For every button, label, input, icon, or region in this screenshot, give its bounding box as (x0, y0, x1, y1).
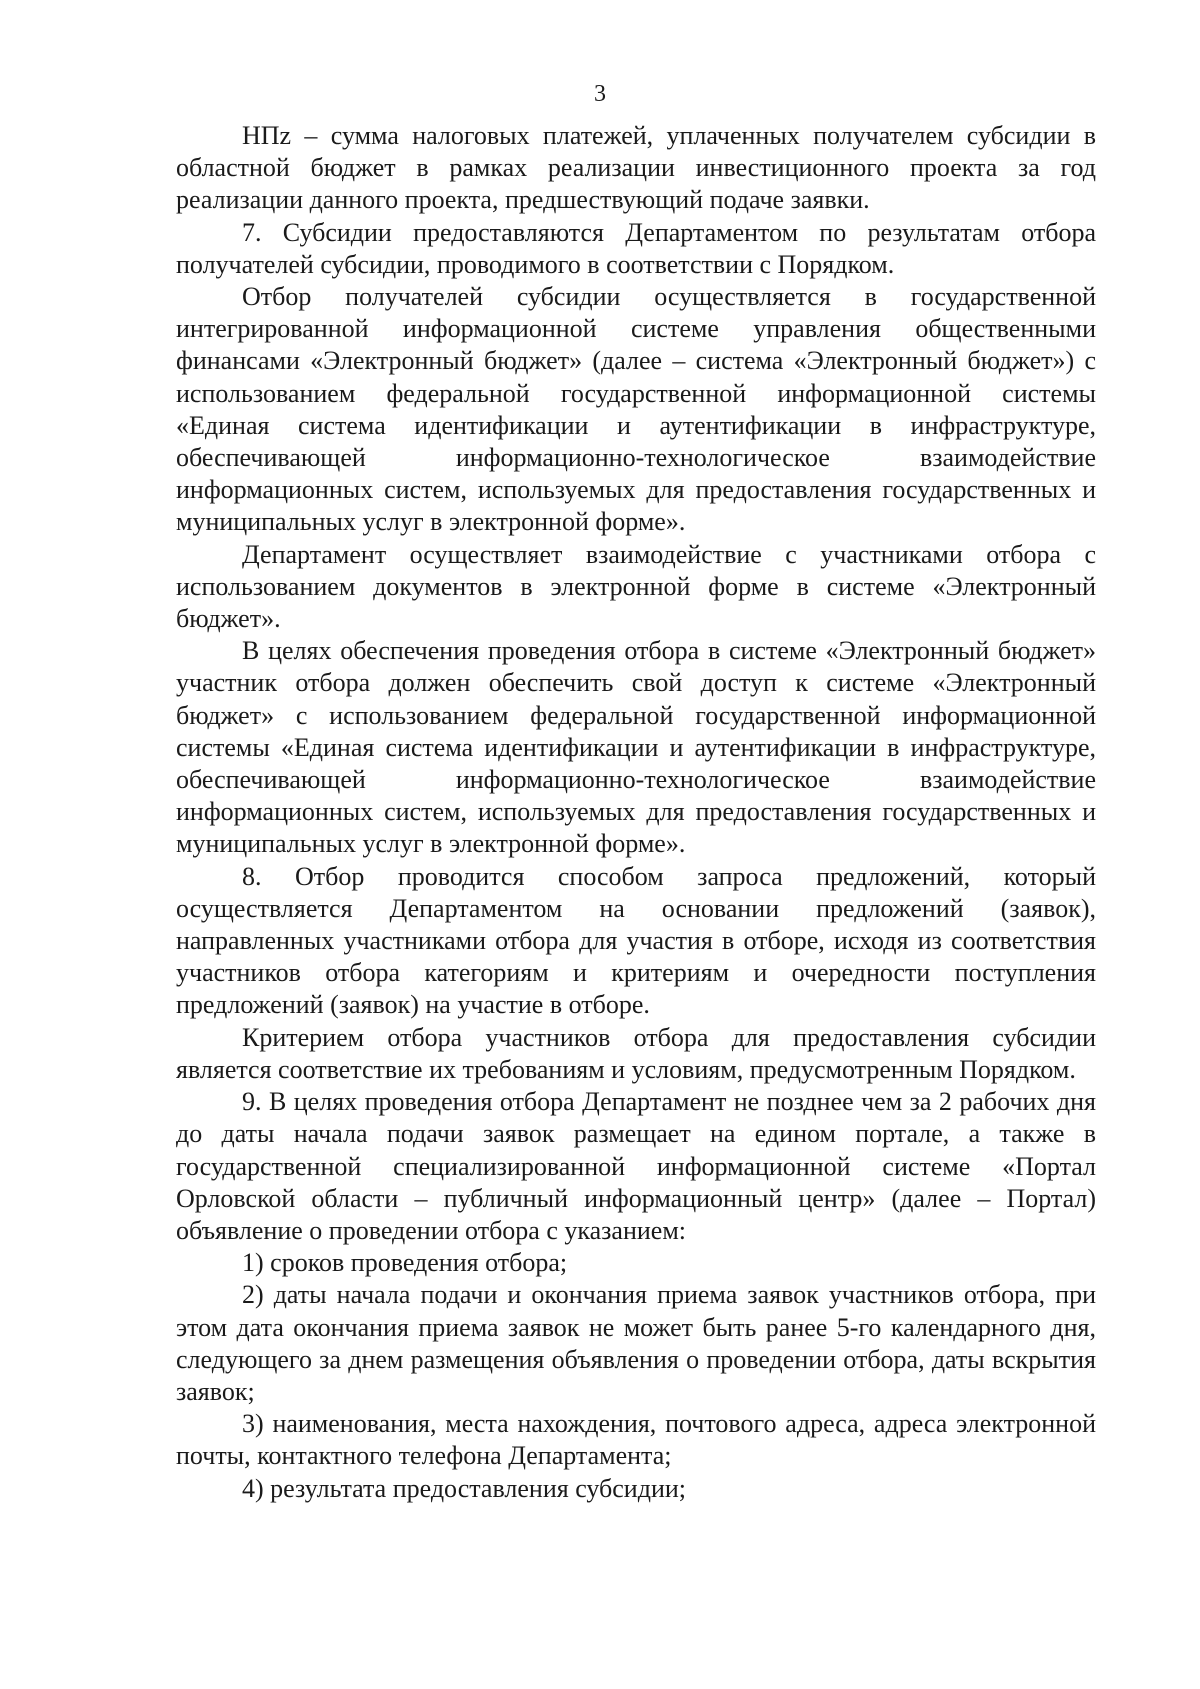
paragraph-selection-system: Отбор получателей субсидии осуществляется в государственной интегрированной информационной системе управления общественными финансами «Электронный бюджет» (далее – система «Электронный бюджет») с использованием федеральной государственной информационной системы «Единая система идентификации и аутентификации в инфраструктуре, обеспечивающей информационно-технологическое взаимодействие информационных систем, используемых для предоставления государственных и муниципальных услуг в электронной форме». (176, 282, 1096, 537)
paragraph-criterion: Критерием отбора участников отбора для предоставления субсидии является соответствие их требованиям и условиям, предусмотренным Порядком. (176, 1022, 1096, 1084)
paragraph-9: 9. В целях проведения отбора Департамент не позднее чем за 2 рабочих дня до даты начала подачи заявок размещает на едином портале, а также в государственной специализированной информационной системе «Портал Орловской области – публичный информационный центр» (далее – Портал) объявление о проведении отбора с указанием: (176, 1087, 1096, 1245)
list-item-4: 4) результата предоставления субсидии; (242, 1473, 687, 1503)
list-item-3: 3) наименования, места нахождения, почтового адреса, адреса электронной почты, контактного телефона Департамента; (176, 1409, 1096, 1471)
paragraph-7: 7. Субсидии предоставляются Департаментом по результатам отбора получателей субсидии, проводимого в соответствии с Порядком. (176, 217, 1096, 279)
list-item-2: 2) даты начала подачи и окончания приема заявок участников отбора, при этом дата окончания приема заявок не может быть ранее 5-го календарного дня, следующего за днем размещения объявления о проведении отбора, даты вскрытия заявок; (176, 1280, 1096, 1406)
paragraph-department-interaction: Департамент осуществляет взаимодействие с участниками отбора с использованием документов в электронной форме в системе «Электронный бюджет». (176, 539, 1096, 634)
page-number: 3 (594, 81, 606, 107)
list-item-1: 1) сроков проведения отбора; (242, 1248, 568, 1278)
paragraph-8: 8. Отбор проводится способом запроса предложений, который осуществляется Департаментом на основании предложений (заявок), направленных участниками отбора для участия в отборе, исходя из соответствия участников отбора категориям и критериям и очередности поступления предложений (заявок) на участие в отборе. (176, 861, 1096, 1020)
paragraph-npz-definition: НПz – сумма налоговых платежей, уплаченных получателем субсидии в областной бюджет в рамках реализации инвестиционного проекта за год реализации данного проекта, предшествующий подаче заявки. (176, 121, 1096, 215)
paragraph-access: В целях обеспечения проведения отбора в системе «Электронный бюджет» участник отбора должен обеспечить свой доступ к системе «Электронный бюджет» с использованием федеральной государственной информационной системы «Единая система идентификации и аутентификации в инфраструктуре, обеспечивающей информационно-технологическое взаимодействие информационных систем, используемых для предоставления государственных и муниципальных услуг в электронной форме». (176, 636, 1096, 859)
document-body (176, 120, 1096, 1505)
